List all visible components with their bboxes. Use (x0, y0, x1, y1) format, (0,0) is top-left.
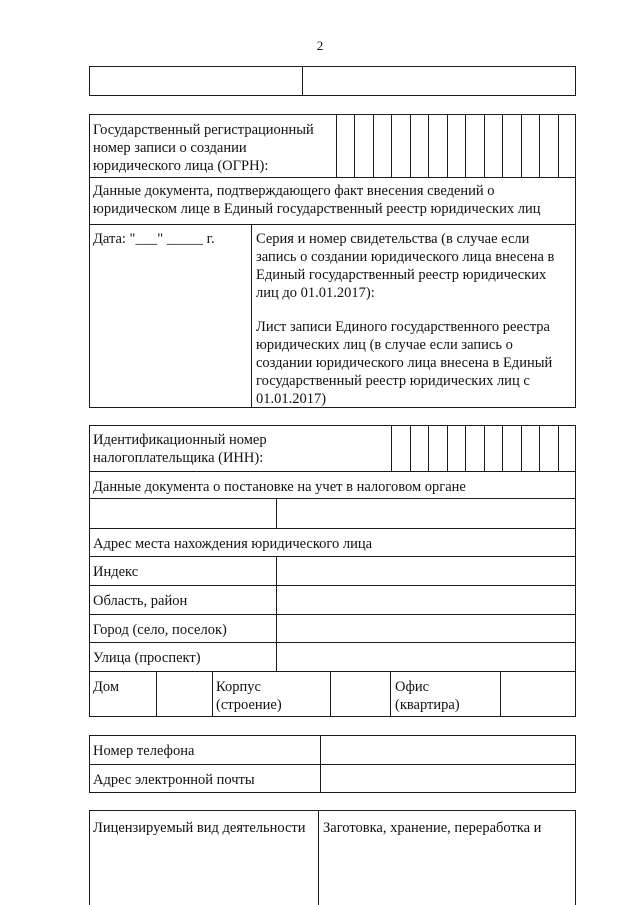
ogrn-digit-cell-7[interactable] (447, 114, 465, 177)
house-col-3 (330, 671, 331, 717)
inn-digit-cell-9[interactable] (539, 425, 558, 471)
registry-col-divider (251, 224, 252, 408)
inn-digit-cells (391, 425, 576, 471)
registry-date-label: Дата: "___" _____ г. (93, 231, 215, 247)
inn-row-divider (89, 471, 576, 472)
page-number: 2 (316, 38, 324, 53)
contacts-row-divider (89, 764, 576, 765)
house-col-2 (212, 671, 213, 717)
inn-digit-cell-10[interactable] (558, 425, 577, 471)
office-label-line-2: (квартира) (395, 697, 460, 713)
sheet-line-5: 01.01.2017) (256, 391, 327, 407)
inn-digit-cell-8[interactable] (521, 425, 540, 471)
house-col-1 (156, 671, 157, 717)
index-row-top (89, 556, 576, 557)
ogrn-digit-cell-10[interactable] (502, 114, 520, 177)
house-row-top (89, 671, 576, 672)
phone-label: Номер телефона (93, 743, 195, 759)
sheet-line-1: Лист записи Единого государственного реестра (256, 319, 550, 335)
ogrn-digit-cell-3[interactable] (373, 114, 391, 177)
inn-digit-cell-7[interactable] (502, 425, 521, 471)
license-label: Лицензируемый вид деятельности (93, 820, 306, 836)
certificate-line-2: запись о создании юридического лица внесена в (256, 249, 555, 265)
top-table-divider (302, 66, 303, 96)
tax-doc-heading: Данные документа о постановке на учет в налоговом органе (93, 479, 466, 495)
inn-label-line-1: Идентификационный номер (93, 432, 267, 448)
street-row-top (89, 642, 576, 643)
region-label: Область, район (93, 593, 188, 609)
registry-heading-line-2: юридическом лице в Единый государственный реестр юридических лиц (93, 201, 541, 217)
index-label: Индекс (93, 564, 139, 580)
tax-doc-col-divider (276, 498, 277, 528)
certificate-line-4: лиц до 01.01.2017): (256, 285, 375, 301)
ogrn-row-divider (89, 177, 576, 178)
ogrn-digit-cells (336, 114, 576, 177)
email-label: Адрес электронной почты (93, 772, 255, 788)
sheet-line-2: юридических лиц (в случае если запись о (256, 337, 513, 353)
ogrn-label-line-3: юридического лица (ОГРН): (93, 158, 269, 174)
house-col-5 (500, 671, 501, 717)
sheet-line-4: государственный реестр юридических лиц с (256, 373, 530, 389)
ogrn-label-line-1: Государственный регистрационный (93, 122, 314, 138)
house-label: Дом (93, 679, 120, 695)
office-label-line-1: Офис (395, 679, 430, 695)
ogrn-digit-cell-9[interactable] (484, 114, 502, 177)
ogrn-digit-cell-13[interactable] (558, 114, 576, 177)
certificate-line-1: Серия и номер свидетельства (в случае если (256, 231, 530, 247)
street-label: Улица (проспект) (93, 650, 201, 666)
registry-heading-divider (89, 224, 576, 225)
license-col-divider (318, 810, 319, 905)
inn-digit-cell-6[interactable] (484, 425, 503, 471)
region-row-top (89, 585, 576, 586)
ogrn-digit-cell-5[interactable] (410, 114, 428, 177)
building-label-line-2: (строение) (216, 697, 282, 713)
ogrn-digit-cell-8[interactable] (465, 114, 483, 177)
address-heading: Адрес места нахождения юридического лица (93, 536, 373, 552)
ogrn-digit-cell-4[interactable] (391, 114, 409, 177)
ogrn-digit-cell-11[interactable] (521, 114, 539, 177)
address-heading-top (89, 528, 576, 529)
ogrn-label-line-2: номер записи о создании (93, 140, 247, 156)
ogrn-digit-cell-12[interactable] (539, 114, 557, 177)
ogrn-digit-cell-1[interactable] (336, 114, 354, 177)
city-row-top (89, 614, 576, 615)
top-empty-table (89, 66, 576, 96)
building-label-line-1: Корпус (216, 679, 261, 695)
inn-digit-cell-5[interactable] (465, 425, 484, 471)
ogrn-digit-cell-2[interactable] (354, 114, 372, 177)
sheet-line-3: создании юридического лица внесена в Единый (256, 355, 553, 371)
inn-digit-cell-2[interactable] (410, 425, 429, 471)
house-col-4 (390, 671, 391, 717)
ogrn-digit-cell-6[interactable] (428, 114, 446, 177)
license-value: Заготовка, хранение, переработка и (323, 820, 542, 836)
inn-digit-cell-1[interactable] (391, 425, 410, 471)
inn-label-line-2: налогоплательщика (ИНН): (93, 450, 264, 466)
tax-doc-divider (89, 498, 576, 499)
city-label: Город (село, поселок) (93, 622, 227, 638)
inn-digit-cell-4[interactable] (447, 425, 466, 471)
inn-digit-cell-3[interactable] (428, 425, 447, 471)
certificate-line-3: Единый государственный реестр юридических (256, 267, 547, 283)
registry-heading-line-1: Данные документа, подтверждающего факт внесения сведений о (93, 183, 495, 199)
